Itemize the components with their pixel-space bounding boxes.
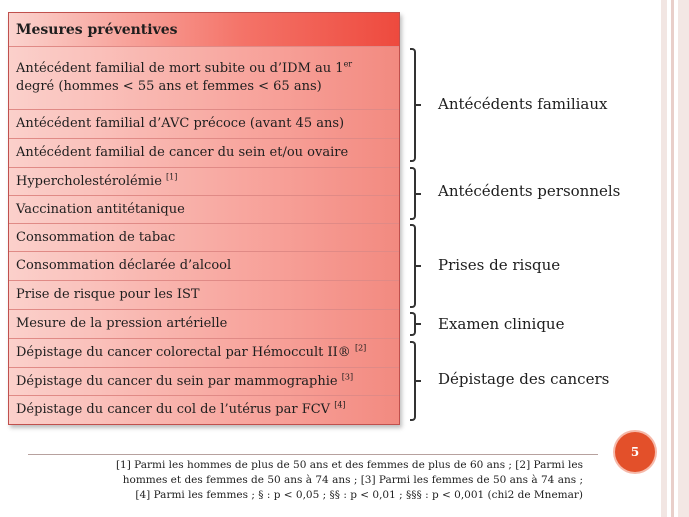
- table-header: [9, 13, 399, 46]
- table-row: [9, 251, 399, 280]
- page-number-badge: 5: [615, 432, 655, 472]
- row-text: Consommation déclarée d’alcool: [16, 258, 232, 273]
- table-row: [9, 367, 399, 395]
- row-text: Consommation de tabac: [16, 229, 176, 245]
- row-text: Antécédent familial de cancer du sein et/ou ovaire: [16, 145, 349, 160]
- table-row: [9, 138, 399, 167]
- row-text: Dépistage du cancer colorectal par Hémoccult II® [2]: [16, 343, 367, 360]
- footnote-line: [1] Parmi les hommes de plus de 50 ans et des femmes de plus de 60 ans ; [2] Parmi les: [115, 459, 583, 471]
- group-label-clinical-exam: Examen clinique: [438, 315, 565, 333]
- slide-decorative-border: [661, 0, 689, 517]
- group-label-family-history: Antécédents familiaux: [438, 95, 608, 113]
- brace-personal-history: [410, 167, 416, 220]
- brace-family-history: [410, 48, 416, 162]
- footnotes: [28, 458, 583, 503]
- row-text: Mesure de la pression artérielle: [16, 316, 228, 331]
- footnote-line: hommes et des femmes de 50 ans à 74 ans ; [3] Parmi les femmes de 50 ans à 74 ans ;: [122, 474, 583, 486]
- row-text: Hypercholestérolémie [1]: [16, 172, 178, 189]
- group-label-cancer-screening: Dépistage des cancers: [438, 370, 610, 388]
- brace-cancer-screening: [410, 341, 416, 421]
- row-text: Antécédent familial de mort subite ou d’IDM au 1er degré (hommes < 55 ans et femmes < 65 ans): [16, 59, 353, 94]
- brace-clinical-exam: [410, 312, 416, 336]
- group-label-personal-history: Antécédents personnels: [438, 182, 621, 200]
- footnote-line: [4] Parmi les femmes ; § : p < 0,05 ; §§ : p < 0,01 ; §§§ : p < 0,001 (chi2 de Mnemar): [135, 489, 583, 501]
- row-text: Prise de risque pour les IST: [16, 287, 200, 302]
- table-row: [9, 280, 399, 309]
- table-row: [9, 109, 399, 138]
- table-row: [9, 309, 399, 338]
- footnote-divider: [28, 454, 598, 455]
- row-text: Antécédent familial d’AVC précoce (avant 45 ans): [16, 116, 345, 131]
- brace-risk-taking: [410, 224, 416, 308]
- row-text: Vaccination antitétanique: [16, 201, 185, 217]
- table-row: [9, 338, 399, 367]
- table-header-label: Mesures préventives: [16, 21, 178, 38]
- group-label-risk-taking: Prises de risque: [438, 256, 561, 274]
- table-row: [9, 395, 399, 424]
- preventive-measures-table: [8, 12, 400, 425]
- table-row: [9, 167, 399, 195]
- row-text: Dépistage du cancer du sein par mammographie [3]: [16, 372, 354, 389]
- table-row: [9, 46, 399, 109]
- row-text: Dépistage du cancer du col de l’utérus par FCV [4]: [16, 400, 346, 417]
- table-row: [9, 195, 399, 223]
- table-row: [9, 223, 399, 251]
